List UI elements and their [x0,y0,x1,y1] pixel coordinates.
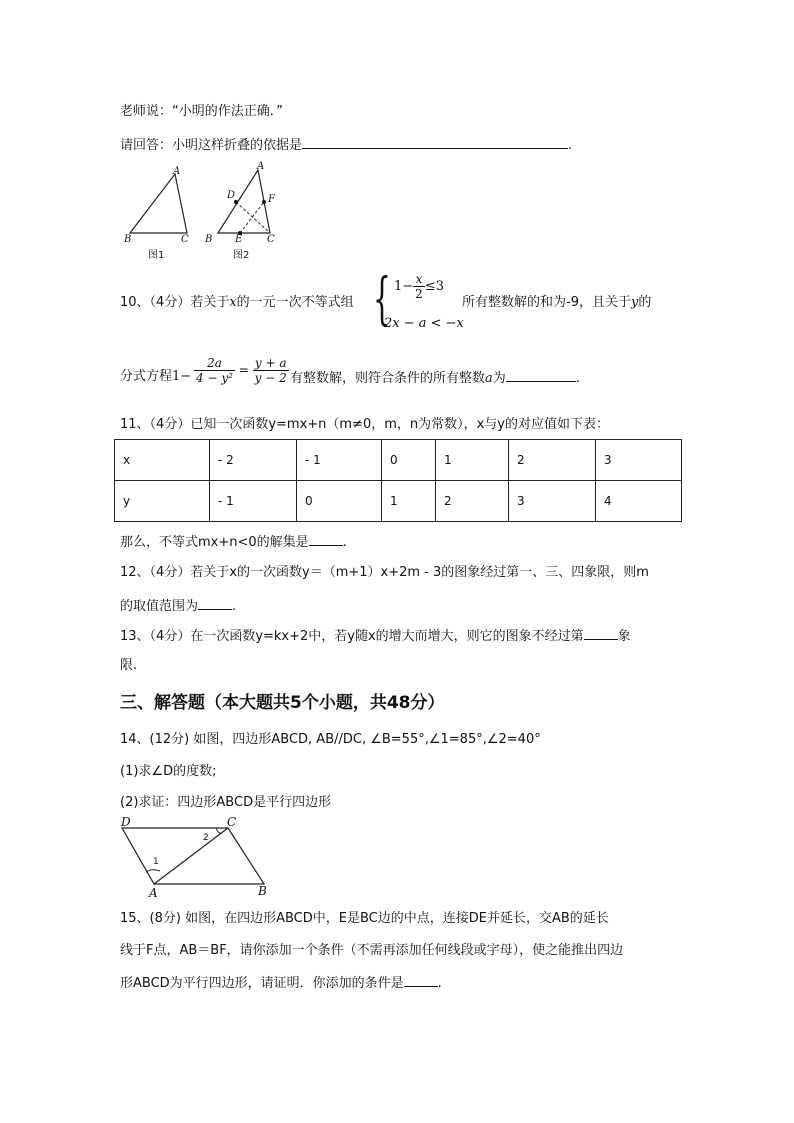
section-heading: 三、解答题（本大题共5个小题，共48分） [120,693,445,713]
fig1-caption: 图1 [148,250,165,261]
q12-line2-prefix: 的取值范围为 [120,599,199,614]
q13-line1-prefix: 13、（4分）在一次函数y=kx+2中，若y随x的增大而增大，则它的图象不经过第 [120,629,584,644]
table-row [115,481,682,522]
table-cell: 0 [297,481,382,522]
q10-prefix: 10、（4分）若关于 [120,295,230,310]
fig2-label-a: A [257,161,265,172]
q10-mid: 的一元一次不等式组 [236,295,354,310]
q9-answer-line [120,135,572,155]
q10-equation [194,356,289,385]
fig2-point-f [262,200,266,204]
q10-eq-den1: 4 − y² [196,371,233,385]
q10-line2-period: . [575,371,580,386]
q15-line3-prefix: 形ABCD为平行四边形，请证明．你添加的条件是 [120,976,404,991]
q11-text: 11、（4分）已知一次函数y=mx+n（m≠0，m，n为常数），x与y的对应值如下表： [120,417,610,432]
q11-after [120,532,347,552]
fig2-label-b: B [205,234,213,245]
q10-line2-end: 为 [492,371,506,386]
fig2-label-c: C [267,234,275,245]
q12-line2-suffix: . [232,599,237,614]
q9-answer-suffix: . [568,138,573,153]
q10-line2 [120,368,191,386]
parallelogram-abcd [122,828,264,884]
q13-answer-blank[interactable] [584,626,618,640]
q14-part1: (1)求∠D的度数; [120,764,217,779]
q9-answer-blank[interactable] [302,135,568,149]
q10-var-y: y [630,295,639,310]
fig-label-c: C [227,815,237,829]
table-cell: y [115,481,210,522]
parallelogram-figure [116,814,276,898]
fig1-label-a: A [173,166,181,177]
table-cell: 0 [382,440,436,481]
fig-label-b: B [258,884,267,898]
fig2-fold-ef [240,202,264,233]
angle2-arc [216,828,222,833]
fig-angle-1: 1 [153,857,159,867]
fig-label-d: D [121,815,131,829]
diagonal-ac [154,828,228,884]
fig1-triangle [130,174,187,233]
q12-line2 [120,596,236,616]
table-cell: 2 [509,440,596,481]
q10-line1-left [120,294,354,312]
q15-answer-blank[interactable] [404,973,438,987]
table-cell: 4 [596,481,682,522]
q10-answer-blank[interactable] [506,368,576,382]
q10-line1-right [462,294,651,312]
q11-after-prefix: 那么，不等式mx+n<0的解集是 [120,535,309,550]
table-cell: - 2 [210,440,297,481]
fig1-label-b: B [124,234,132,245]
q10-ineq1 [394,272,444,301]
fig-angle-2: 2 [203,833,209,843]
table-cell: 1 [382,481,436,522]
fig2-label-e: E [235,234,243,245]
q12-line1: 12、（4分）若关于x的一次函数y＝（m+1）x+2m - 3的图象经过第一、三、四象限，则m [120,565,649,580]
q11-value-table [114,439,682,522]
q10-ineq1-b: ≤3 [424,279,444,294]
q13-line2: 限. [120,658,138,673]
q10-line2-prefix: 分式方程 [120,369,173,384]
table-cell: 3 [509,481,596,522]
q10-eq-equals: = [238,363,249,377]
q10-ineq1-a: 1− [394,279,414,294]
q10-eq-den2: y − 2 [254,371,287,385]
table-cell: x [115,440,210,481]
q10-eq-num1: 2a [194,356,235,371]
table-row [115,440,682,481]
q11-answer-blank[interactable] [309,532,343,546]
table-cell: - 1 [210,481,297,522]
q10-line2-mid: 有整数解，则符合条件的所有整数 [290,371,486,386]
q15-line3-suffix: . [437,976,442,991]
q13-line1 [120,626,631,646]
q14-text: 14、(12分) 如图，四边形ABCD, AB//DC, ∠B=55°,∠1=85°,∠2=40° [120,732,541,747]
q10-var-a: a [485,371,493,386]
q10-var-x: x [229,295,237,310]
q15-line2: 线于F点，AB＝BF，请你添加一个条件（不需再添加任何线段或字母），使之能推出四边 [120,943,624,958]
q10-eq-one: 1− [172,369,192,384]
q12-answer-blank[interactable] [198,596,232,610]
q10-eq-num2: y + a [253,356,289,371]
table-cell: - 1 [297,440,382,481]
table-cell: 1 [436,440,509,481]
fig1-label-c: C [181,234,189,245]
q14-part2: (2)求证：四边形ABCD是平行四边形 [120,795,332,810]
table-cell: 2 [436,481,509,522]
q10-after2: 的 [638,295,652,310]
q10-line2-rest [290,368,580,388]
q10-ineq1-den: 2 [415,287,423,301]
q15-line3 [120,973,442,993]
fig-label-a: A [149,886,158,900]
q13-line1-suffix: 象 [617,629,631,644]
fig2-label-f: F [268,194,275,205]
q10-ineq1-num: x [413,272,425,287]
fig2-caption: 图2 [233,250,250,261]
teacher-statement: 老师说：“小明的作法正确．” [120,104,283,119]
q9-answer-prefix: 请回答：小明这样折叠的依据是 [120,138,303,153]
fig2-label-d: D [227,190,236,201]
q11-after-suffix: . [342,535,347,550]
triangle-figures [118,160,288,260]
q15-line1: 15、(8分) 如图，在四边形ABCD中，E是BC边的中点，连接DE并延长，交AB的延长 [120,911,609,926]
q10-ineq2: 2x − a < −x [384,316,464,331]
q10-after: 所有整数解的和为-9，且关于 [462,295,631,310]
table-cell: 3 [596,440,682,481]
angle1-arc [146,870,160,872]
q10-brace: { [373,267,391,332]
